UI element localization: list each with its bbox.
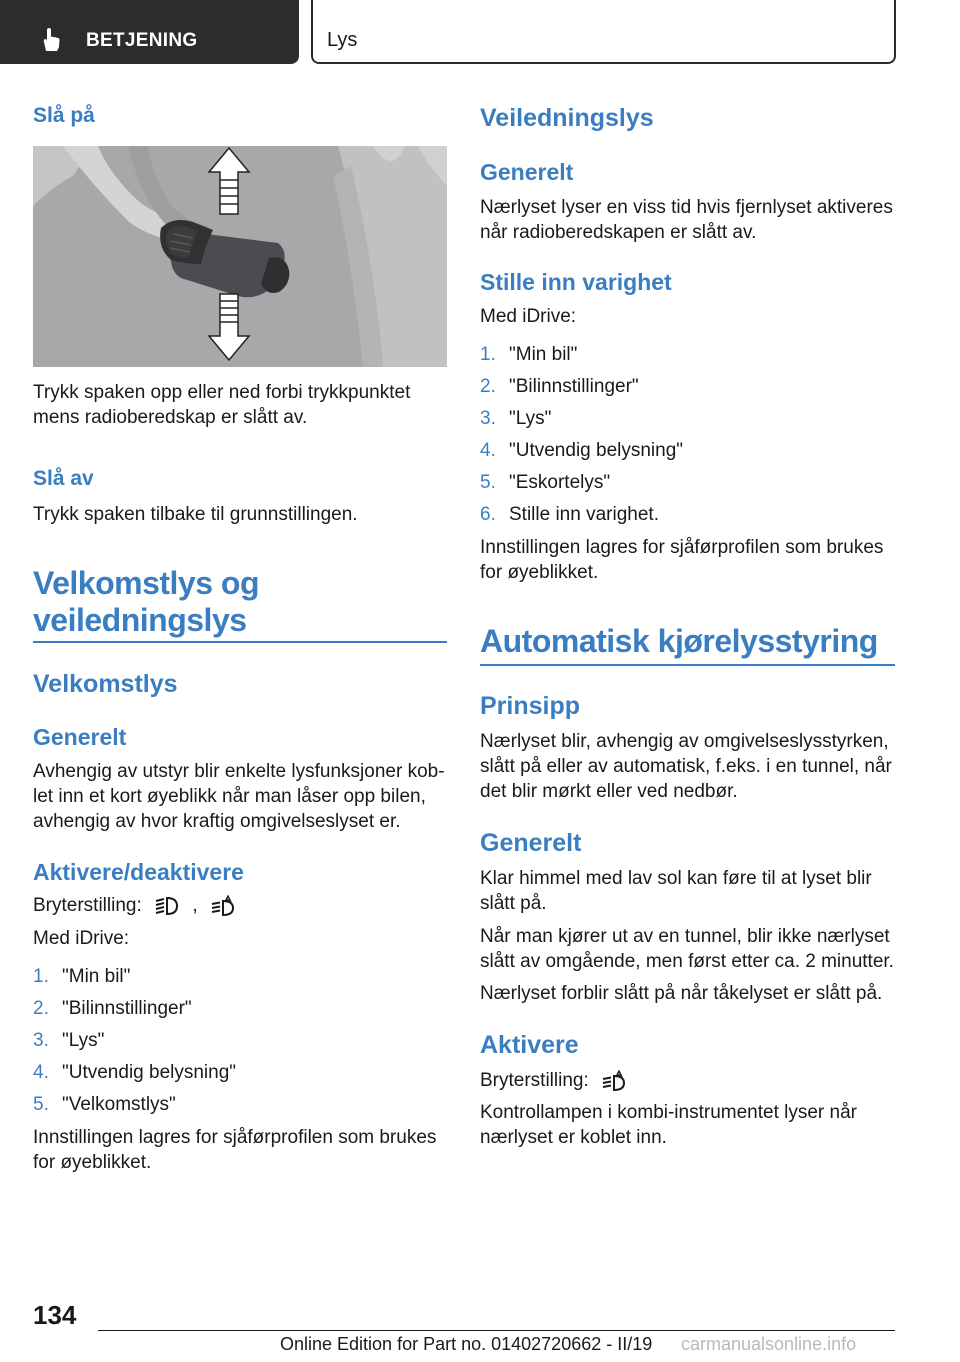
page-number: 134: [33, 1300, 77, 1330]
heading-prinsipp: Prinsipp: [480, 692, 581, 720]
header-chapter-tab: [311, 0, 896, 64]
title-velkomstlys-og-veiledningslys: [33, 565, 447, 639]
step-number: 4.: [480, 440, 496, 461]
text-line: slått på eller av automatisk, f.eks. i en tunnel, når: [480, 756, 892, 777]
heading-stille-inn-varighet: Stille inn varighet: [480, 269, 672, 295]
heading-generelt-veiledning: Generelt: [480, 159, 574, 185]
step-number: 5.: [33, 1094, 49, 1115]
step-number: 6.: [480, 504, 496, 525]
idrive-step: [480, 470, 895, 502]
med-idrive-label: Med iDrive:: [33, 928, 130, 949]
header-section-label: BETJENING: [86, 30, 198, 51]
step-text: "Lys": [62, 1030, 105, 1051]
text-line: Når man kjører ut av en tunnel, blir ikke nærlyset: [480, 926, 890, 947]
title-underline-right: [480, 664, 895, 666]
idrive-step: [480, 406, 895, 438]
title-underline: [33, 641, 447, 643]
text-takelys: Nærlyset forblir slått på når tåkelyset er slått på.: [480, 983, 883, 1004]
step-text: "Eskortelys": [509, 472, 611, 493]
idrive-step: [480, 374, 895, 406]
text-line: for øyeblikket.: [33, 1152, 152, 1173]
title-line-1: Velkomstlys og: [33, 565, 259, 601]
icon-separator: ,: [192, 895, 198, 916]
hand-pointer-icon: [38, 27, 64, 53]
text-line: Kontrollampen i kombi-instrumentet lyser når: [480, 1102, 857, 1123]
text-line: slått av omgående, men først etter ca. 2 minutter.: [480, 951, 894, 972]
step-text: "Utvendig belysning": [509, 440, 684, 461]
idrive-step: [480, 342, 895, 374]
idrive-step: [33, 1092, 447, 1124]
heading-sla-av: Slå av: [33, 467, 94, 490]
header-section-tab: [0, 0, 299, 64]
text-line: det blir mørkt eller ved nedbør.: [480, 781, 738, 802]
text-line: Innstillingen lagres for sjåførprofilen som brukes: [480, 537, 884, 558]
text-line: Avhengig av utstyr blir enkelte lysfunksjoner kob-: [33, 761, 445, 782]
title-automatisk-kjorelysstyring: Automatisk kjørelysstyring: [480, 623, 878, 659]
heading-velkomstlys: Velkomstlys: [33, 670, 178, 698]
text-klar-himmel: [480, 866, 900, 916]
step-number: 1.: [33, 966, 49, 987]
step-number: 2.: [33, 998, 49, 1019]
text-generelt-veiledning: [480, 195, 900, 245]
heading-aktivere: Aktivere: [480, 1031, 579, 1059]
bryterstilling-label-right: Bryterstilling:: [480, 1070, 589, 1091]
heading-generelt-auto: Generelt: [480, 829, 582, 857]
med-idrive-label-right: Med iDrive:: [480, 306, 577, 327]
bryterstilling-line: [33, 893, 447, 918]
step-number: 2.: [480, 376, 496, 397]
text-prinsipp: [480, 729, 900, 804]
text-line: når radioberedskapen er slått av.: [480, 222, 757, 243]
step-text: "Utvendig belysning": [62, 1062, 237, 1083]
text-sla-av: Trykk spaken tilbake til grunnstillingen.: [33, 504, 358, 525]
text-line: Klar himmel med lav sol kan føre til at lyset blir: [480, 868, 872, 889]
text-innstillingen-lagres: [33, 1125, 453, 1175]
idrive-step: [33, 964, 447, 996]
bryterstilling-line-right: [480, 1068, 895, 1093]
idrive-step: [480, 438, 895, 470]
text-sla-pa: Trykk spaken opp eller ned forbi trykkpunktet mens radioberedskap er slått av.: [33, 382, 411, 428]
auto-headlight-icon: [209, 895, 237, 917]
lever-photo: [33, 146, 447, 367]
step-text: "Lys": [509, 408, 552, 429]
text-kontrollampen: [480, 1100, 900, 1150]
idrive-step: [33, 996, 447, 1028]
step-text: "Velkomstlys": [62, 1094, 176, 1115]
text-line: for øyeblikket.: [480, 562, 599, 583]
step-text: "Min bil": [62, 966, 131, 987]
step-text: "Min bil": [509, 344, 578, 365]
auto-headlight-icon: [600, 1070, 628, 1092]
step-text: Stille inn varighet.: [509, 504, 659, 525]
step-number: 3.: [480, 408, 496, 429]
header-chapter-label: Lys: [327, 29, 358, 51]
edition-text: Online Edition for Part no. 01402720662 - II/19: [280, 1334, 653, 1354]
heading-generelt: Generelt: [33, 724, 127, 750]
text-line: avhengig av hvor kraftig omgivelseslyset er.: [33, 811, 401, 832]
low-beam-icon: [153, 895, 181, 917]
lever-illustration: [33, 146, 447, 367]
heading-veiledningslys: Veiledningslys: [480, 104, 654, 132]
step-number: 3.: [33, 1030, 49, 1051]
idrive-step: [33, 1060, 447, 1092]
text-line: Innstillingen lagres for sjåførprofilen som brukes: [33, 1127, 437, 1148]
text-innstillingen-lagres-right: [480, 535, 900, 585]
bryterstilling-label: Bryterstilling:: [33, 895, 142, 916]
step-number: 1.: [480, 344, 496, 365]
text-tunnel: [480, 924, 900, 974]
idrive-steps-list: [33, 964, 447, 1124]
text-line: let inn et kort øyeblikk når man låser opp bilen,: [33, 786, 426, 807]
step-text: "Bilinnstillinger": [62, 998, 192, 1019]
text-line: slått på.: [480, 893, 547, 914]
idrive-step: [33, 1028, 447, 1060]
text-generelt: [33, 759, 453, 834]
heading-aktivere-deaktivere: Aktivere/deaktivere: [33, 859, 244, 885]
text-line: Nærlyset lyser en viss tid hvis fjernlyset aktiveres: [480, 197, 893, 218]
step-number: 4.: [33, 1062, 49, 1083]
step-number: 5.: [480, 472, 496, 493]
idrive-step: [480, 502, 895, 534]
title-line-2: veiledningslys: [33, 602, 247, 638]
step-text: "Bilinnstillinger": [509, 376, 639, 397]
idrive-steps-list-right: [480, 342, 895, 534]
footer-rule: [98, 1330, 895, 1331]
watermark-text: carmanualsonline.info: [681, 1334, 857, 1354]
text-line: nærlyset er koblet inn.: [480, 1127, 667, 1148]
text-line: Nærlyset blir, avhengig av omgivelseslysstyrken,: [480, 731, 889, 752]
heading-sla-pa: Slå på: [33, 104, 95, 127]
